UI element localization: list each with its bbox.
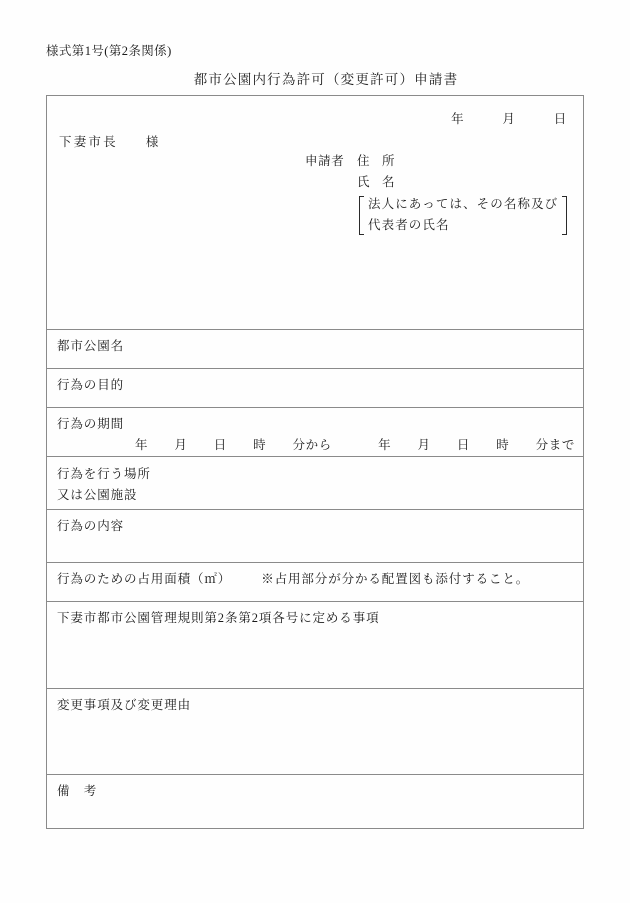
period-from-hour: 時: [253, 438, 267, 452]
date-year-label: 年: [451, 112, 465, 126]
table-row-applicant: [47, 96, 584, 330]
table-row-content: [47, 510, 584, 563]
occupied-area-annotation: ※占用部分が分かる配置図も添付すること。: [261, 572, 530, 586]
location-label-line1: 行為を行う場所: [57, 467, 151, 481]
period-from-month: 月: [174, 438, 188, 452]
table-row-period: [47, 408, 584, 457]
addressee-line: [59, 132, 158, 150]
regulation-items-label: 下妻市都市公園管理規則第2条第2項各号に定める事項: [57, 611, 380, 625]
park-name-cell[interactable]: [47, 330, 584, 369]
corporate-note-line2: 代表者の氏名: [368, 217, 450, 232]
change-reason-cell[interactable]: [47, 689, 584, 775]
bracket-left-icon: [357, 194, 365, 235]
applicant-name-row: [305, 172, 569, 193]
period-datetime-line: [135, 435, 575, 453]
addressee-name: 下妻市長: [59, 135, 118, 149]
applicant-cell[interactable]: [47, 96, 584, 330]
period-to-month: 月: [417, 438, 431, 452]
applicant-label: 申請者: [305, 154, 345, 168]
corporate-note-line1: 法人にあっては、その名称及び: [368, 197, 559, 212]
table-row-regulation-items: [47, 602, 584, 689]
applicant-name-label: 氏 名: [357, 174, 395, 189]
date-month-label: 月: [502, 112, 516, 126]
occupied-area-label-block: [47, 563, 583, 589]
purpose-cell[interactable]: [47, 369, 584, 408]
content-label: 行為の内容: [57, 519, 125, 533]
table-row-remarks: [47, 775, 584, 829]
form-number: 様式第1号(第2条関係): [46, 44, 172, 58]
period-to-minute: 分まで: [535, 438, 575, 452]
purpose-label: 行為の目的: [57, 378, 125, 392]
location-label-line2: 又は公園施設: [57, 487, 138, 502]
remarks-label: 備 考: [57, 784, 98, 798]
period-to-hour: 時: [496, 438, 510, 452]
location-label-block: [47, 457, 583, 505]
table-row-change-reason: [47, 689, 584, 775]
table-row-park-name: [47, 330, 584, 369]
table-row-occupied-area: [47, 563, 584, 602]
remarks-cell[interactable]: [47, 775, 584, 829]
period-from-minute: 分から: [292, 438, 332, 452]
regulation-items-cell[interactable]: [47, 602, 584, 689]
submission-date-line: [451, 109, 567, 127]
content-cell[interactable]: [47, 510, 584, 563]
applicant-address-label: 住 所: [357, 154, 395, 168]
park-name-label: 都市公園名: [57, 339, 125, 353]
period-from-day: 日: [213, 438, 227, 452]
corporate-note-bracket: [357, 194, 569, 235]
period-from-year: 年: [135, 438, 149, 452]
date-day-label: 日: [553, 112, 567, 126]
application-form-table: [46, 95, 584, 829]
occupied-area-label: 行為のための占用面積（㎡）: [57, 572, 232, 586]
table-row-purpose: [47, 369, 584, 408]
period-label: 行為の期間: [57, 417, 125, 431]
change-reason-label: 変更事項及び変更理由: [57, 698, 192, 712]
applicant-address-row: [305, 151, 569, 172]
table-row-location: [47, 457, 584, 510]
addressee-honorific: 様: [145, 135, 159, 149]
period-to-day: 日: [456, 438, 471, 452]
period-cell[interactable]: [47, 408, 584, 457]
period-to-year: 年: [378, 438, 392, 452]
corporate-note: [365, 194, 561, 235]
page-title: 都市公園内行為許可（変更許可）申請書: [193, 72, 459, 87]
bracket-right-icon: [561, 194, 569, 235]
location-cell[interactable]: [47, 457, 584, 510]
applicant-group: [305, 151, 569, 236]
occupied-area-cell[interactable]: [47, 563, 584, 602]
